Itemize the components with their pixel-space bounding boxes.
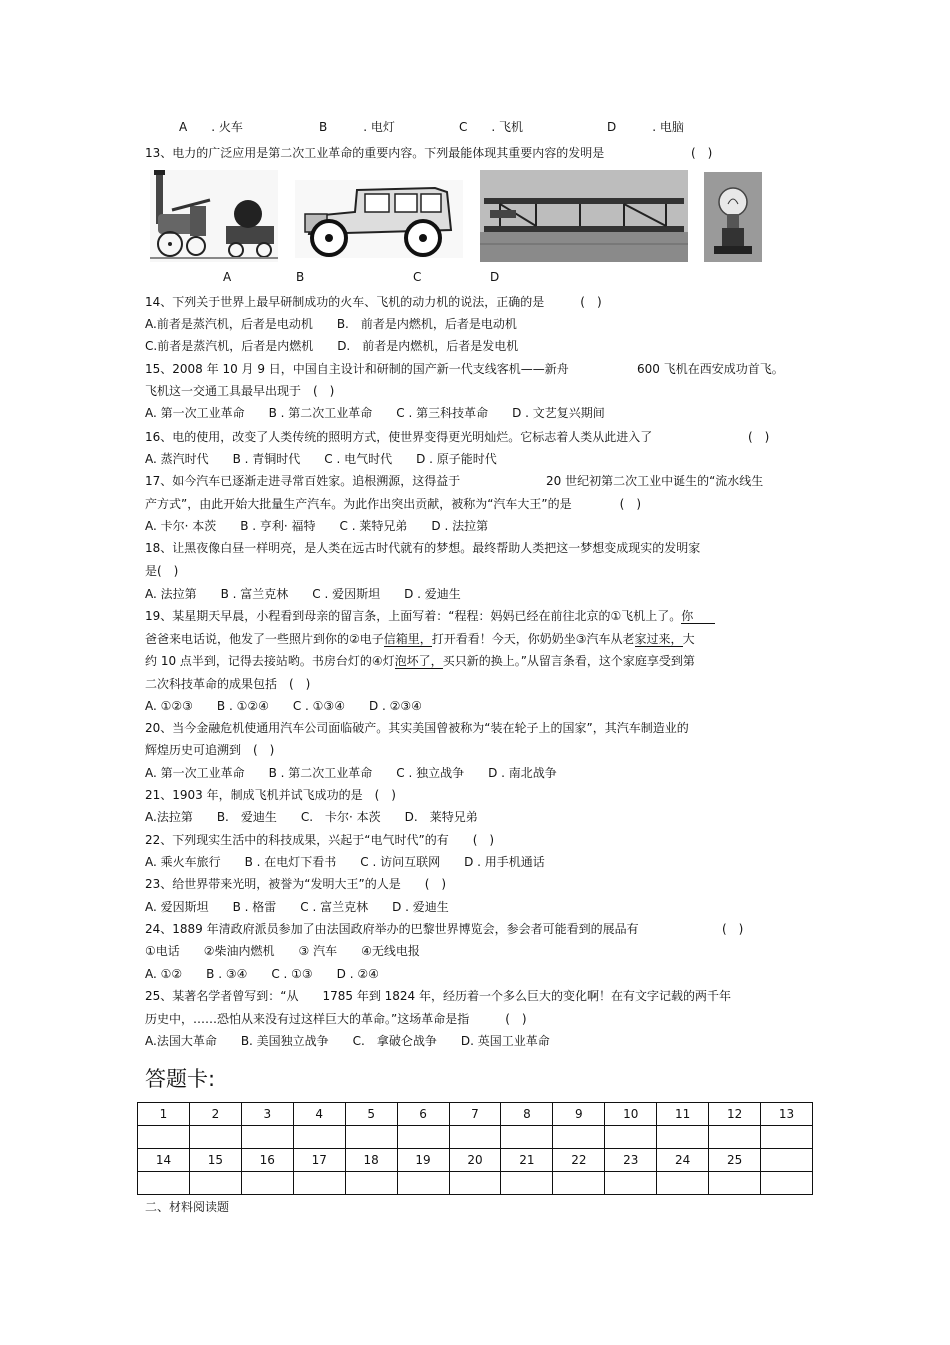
answer-cell[interactable] — [138, 1172, 190, 1195]
cell-number: 12 — [709, 1103, 761, 1126]
cell-number: 1 — [138, 1103, 190, 1126]
q23-options: A. 爱因斯坦 B . 格雷 C . 富兰克林 D . 爱迪生 — [145, 900, 449, 914]
answer-cell[interactable] — [605, 1126, 657, 1149]
answer-cell[interactable] — [397, 1172, 449, 1195]
q13-paren: ( ) — [691, 146, 713, 160]
section-2-heading: 二、材料阅读题 — [145, 1200, 230, 1214]
answer-cell[interactable] — [449, 1126, 501, 1149]
q12-option-c: C . 飞机 — [459, 120, 524, 134]
answer-cell[interactable] — [605, 1172, 657, 1195]
answer-cell[interactable] — [293, 1172, 345, 1195]
automobile-picture — [295, 180, 463, 258]
answer-cell[interactable] — [709, 1126, 761, 1149]
cell-number: 10 — [605, 1103, 657, 1126]
answer-cell[interactable] — [189, 1172, 241, 1195]
q17-stem-line2: 产方式”，由此开始大批量生产汽车。为此作出突出贡献，被称为“汽车大王”的是 ( ) — [145, 497, 642, 511]
cell-number: 5 — [345, 1103, 397, 1126]
q20-options: A. 第一次工业革命 B . 第二次工业革命 C . 独立战争 D . 南北战争 — [145, 766, 557, 780]
q13-stem: 13、电力的广泛应用是第二次工业革命的重要内容。下列最能体现其重要内容的发明是 — [145, 146, 605, 160]
q16-stem: 16、电的使用，改变了人类传统的照明方式，使世界变得更光明灿烂。它标志着人类从此进入了 — [145, 430, 653, 444]
answer-card-number-row-2 — [138, 1149, 813, 1172]
q19-line2 — [145, 632, 695, 647]
cell-number: 22 — [553, 1149, 605, 1172]
cell-number: 4 — [293, 1103, 345, 1126]
answer-cell[interactable] — [138, 1126, 190, 1149]
q17-stem-part1: 17、如今汽车已逐渐走进寻常百姓家。追根溯源，这得益于 — [145, 474, 461, 488]
q17-options: A. 卡尔· 本茨 B . 亨利· 福特 C . 莱特兄弟 D . 法拉第 — [145, 519, 489, 533]
q18-stem-line1: 18、让黑夜像白昼一样明亮，是人类在远古时代就有的梦想。最终帮助人类把这一梦想变成现实的发明家 — [145, 541, 701, 555]
q21-stem: 21、1903 年，制成飞机并试飞成功的是 ( ) — [145, 788, 396, 802]
q15-options: A. 第一次工业革命 B . 第二次工业革命 C . 第三科技革命 D . 文艺复兴期间 — [145, 406, 605, 420]
answer-card-number-row-1 — [138, 1103, 813, 1126]
answer-card-answer-row-2 — [138, 1172, 813, 1195]
q25-options: A.法国大革命 B. 美国独立战争 C. 拿破仑战争 D. 英国工业革命 — [145, 1034, 550, 1048]
cell-number: 14 — [138, 1149, 190, 1172]
q25-stem-line1: 25、某著名学者曾写到：“从 1785 年到 1824 年，经历着一个多么巨大的变化啊！在有文字记载的两千年 — [145, 989, 732, 1003]
light-bulb-picture — [704, 172, 762, 262]
cell-number: 15 — [189, 1149, 241, 1172]
answer-card-title: 答题卡: — [145, 1067, 216, 1091]
cell-number: 8 — [501, 1103, 553, 1126]
q15-stem-part1: 15、2008 年 10 月 9 日，中国自主设计和研制的国产新一代支线客机——新舟 — [145, 362, 569, 376]
cell-number: 13 — [761, 1103, 813, 1126]
q16-paren: ( ) — [748, 430, 770, 444]
cell-number — [761, 1149, 813, 1172]
q13-label-c: C — [413, 270, 422, 284]
cell-number: 11 — [657, 1103, 709, 1126]
answer-cell[interactable] — [345, 1172, 397, 1195]
answer-cell[interactable] — [397, 1126, 449, 1149]
q19-line2-text2: 打开看看！今天，你奶奶坐③汽车从老 — [431, 632, 635, 646]
q18-stem-line2: 是( ) — [145, 564, 179, 578]
answer-card-table — [137, 1102, 813, 1195]
cell-number: 2 — [189, 1103, 241, 1126]
answer-cell[interactable] — [241, 1172, 293, 1195]
answer-cell[interactable] — [553, 1126, 605, 1149]
answer-cell[interactable] — [501, 1172, 553, 1195]
q19-underlined-guolai: 家过来， — [634, 632, 683, 646]
q14-options-ab: A.前者是蒸汽机，后者是电动机 B. 前者是内燃机，后者是电动机 — [145, 317, 517, 331]
q13-label-a: A — [223, 270, 232, 284]
answer-cell[interactable] — [189, 1126, 241, 1149]
q12-option-d: D . 电脑 — [607, 120, 684, 134]
cell-number: 18 — [345, 1149, 397, 1172]
q19-options: A. ①②③ B . ①②④ C . ①③④ D . ②③④ — [145, 699, 422, 713]
answer-cell[interactable] — [709, 1172, 761, 1195]
q25-stem-line2: 历史中，……恐怕从来没有过这样巨大的革命。”这场革命是指 ( ) — [145, 1012, 527, 1026]
q12-option-b: B . 电灯 — [319, 120, 395, 134]
q14-options-cd: C.前者是蒸汽机，后者是内燃机 D. 前者是内燃机，后者是发电机 — [145, 339, 519, 353]
q19-underlined-ni: 你 — [681, 609, 715, 624]
q12-option-a: A . 火车 — [179, 120, 243, 134]
q24-items: ①电话 ②柴油内燃机 ③ 汽车 ④无线电报 — [145, 944, 420, 958]
cell-number: 6 — [397, 1103, 449, 1126]
q19-underlined-xinxiang: 信箱里， — [383, 632, 432, 646]
q24-options: A. ①② B . ③④ C . ①③ D . ②④ — [145, 967, 379, 981]
locomotive-picture — [150, 170, 278, 262]
q19-line3 — [145, 654, 695, 669]
q15-stem-part2: 600 飞机在西安成功首飞。 — [637, 362, 784, 376]
cell-number: 17 — [293, 1149, 345, 1172]
q14-stem: 14、下列关于世界上最早研制成功的火车、飞机的动力机的说法，正确的是 ( ) — [145, 295, 602, 309]
q22-stem: 22、下列现实生活中的科技成果，兴起于“电气时代”的有 ( ) — [145, 833, 495, 847]
q20-stem-line2: 辉煌历史可追溯到 ( ) — [145, 743, 275, 757]
q18-options: A. 法拉第 B . 富兰克林 C . 爱因斯坦 D . 爱迪生 — [145, 587, 461, 601]
answer-cell[interactable] — [761, 1172, 813, 1195]
q17-stem-part2: 20 世纪初第二次工业中诞生的“流水线生 — [546, 474, 764, 488]
answer-cell[interactable] — [345, 1126, 397, 1149]
q19-line1-text: 19、某星期天早晨，小程看到母亲的留言条，上面写着：“程程：妈妈已经在前往北京的①飞机上了。 — [145, 609, 682, 623]
q19-line1 — [145, 609, 715, 624]
q19-line3-text1: 约 10 点半到，记得去接站哟。书房台灯的④灯 — [145, 654, 395, 668]
q19-line3-text2: 买只新的换上。”从留言条看，这个家庭享受到第 — [442, 654, 695, 668]
q13-label-b: B — [296, 270, 305, 284]
q22-options: A. 乘火车旅行 B . 在电灯下看书 C . 访问互联网 D . 用手机通话 — [145, 855, 545, 869]
cell-number: 25 — [709, 1149, 761, 1172]
q19-line2-text3: 大 — [682, 632, 695, 646]
q19-line2-text1: 爸爸来电话说，他发了一些照片到你的②电子 — [145, 632, 384, 646]
answer-cell[interactable] — [449, 1172, 501, 1195]
cell-number: 19 — [397, 1149, 449, 1172]
answer-cell[interactable] — [761, 1126, 813, 1149]
answer-cell[interactable] — [501, 1126, 553, 1149]
cell-number: 24 — [657, 1149, 709, 1172]
cell-number: 21 — [501, 1149, 553, 1172]
answer-cell[interactable] — [657, 1172, 709, 1195]
q24-paren: ( ) — [722, 922, 744, 936]
q15-stem-line2: 飞机这一交通工具最早出现于 ( ) — [145, 384, 335, 398]
answer-cell[interactable] — [241, 1126, 293, 1149]
q21-options: A.法拉第 B. 爱迪生 C. 卡尔· 本茨 D. 莱特兄弟 — [145, 810, 478, 824]
cell-number: 20 — [449, 1149, 501, 1172]
q13-label-d: D — [490, 270, 500, 284]
q16-options: A. 蒸汽时代 B . 青铜时代 C . 电气时代 D . 原子能时代 — [145, 452, 497, 466]
cell-number: 9 — [553, 1103, 605, 1126]
answer-cell[interactable] — [553, 1172, 605, 1195]
q20-stem-line1: 20、当今金融危机使通用汽车公司面临破产。其实美国曾被称为“装在轮子上的国家”，其汽车制造业的 — [145, 721, 689, 735]
q19-underlined-paohuai: 泡坏了， — [394, 654, 443, 668]
q19-line4: 二次科技革命的成果包括 ( ) — [145, 677, 311, 691]
answer-cell[interactable] — [293, 1126, 345, 1149]
q24-stem: 24、1889 年清政府派员参加了由法国政府举办的巴黎世界博览会，参会者可能看到的展品有 — [145, 922, 639, 936]
q23-stem: 23、给世界带来光明，被誉为“发明大王”的人是 ( ) — [145, 877, 447, 891]
airplane-picture — [480, 170, 688, 262]
answer-card-answer-row-1 — [138, 1126, 813, 1149]
answer-cell[interactable] — [657, 1126, 709, 1149]
cell-number: 7 — [449, 1103, 501, 1126]
cell-number: 16 — [241, 1149, 293, 1172]
cell-number: 23 — [605, 1149, 657, 1172]
cell-number: 3 — [241, 1103, 293, 1126]
